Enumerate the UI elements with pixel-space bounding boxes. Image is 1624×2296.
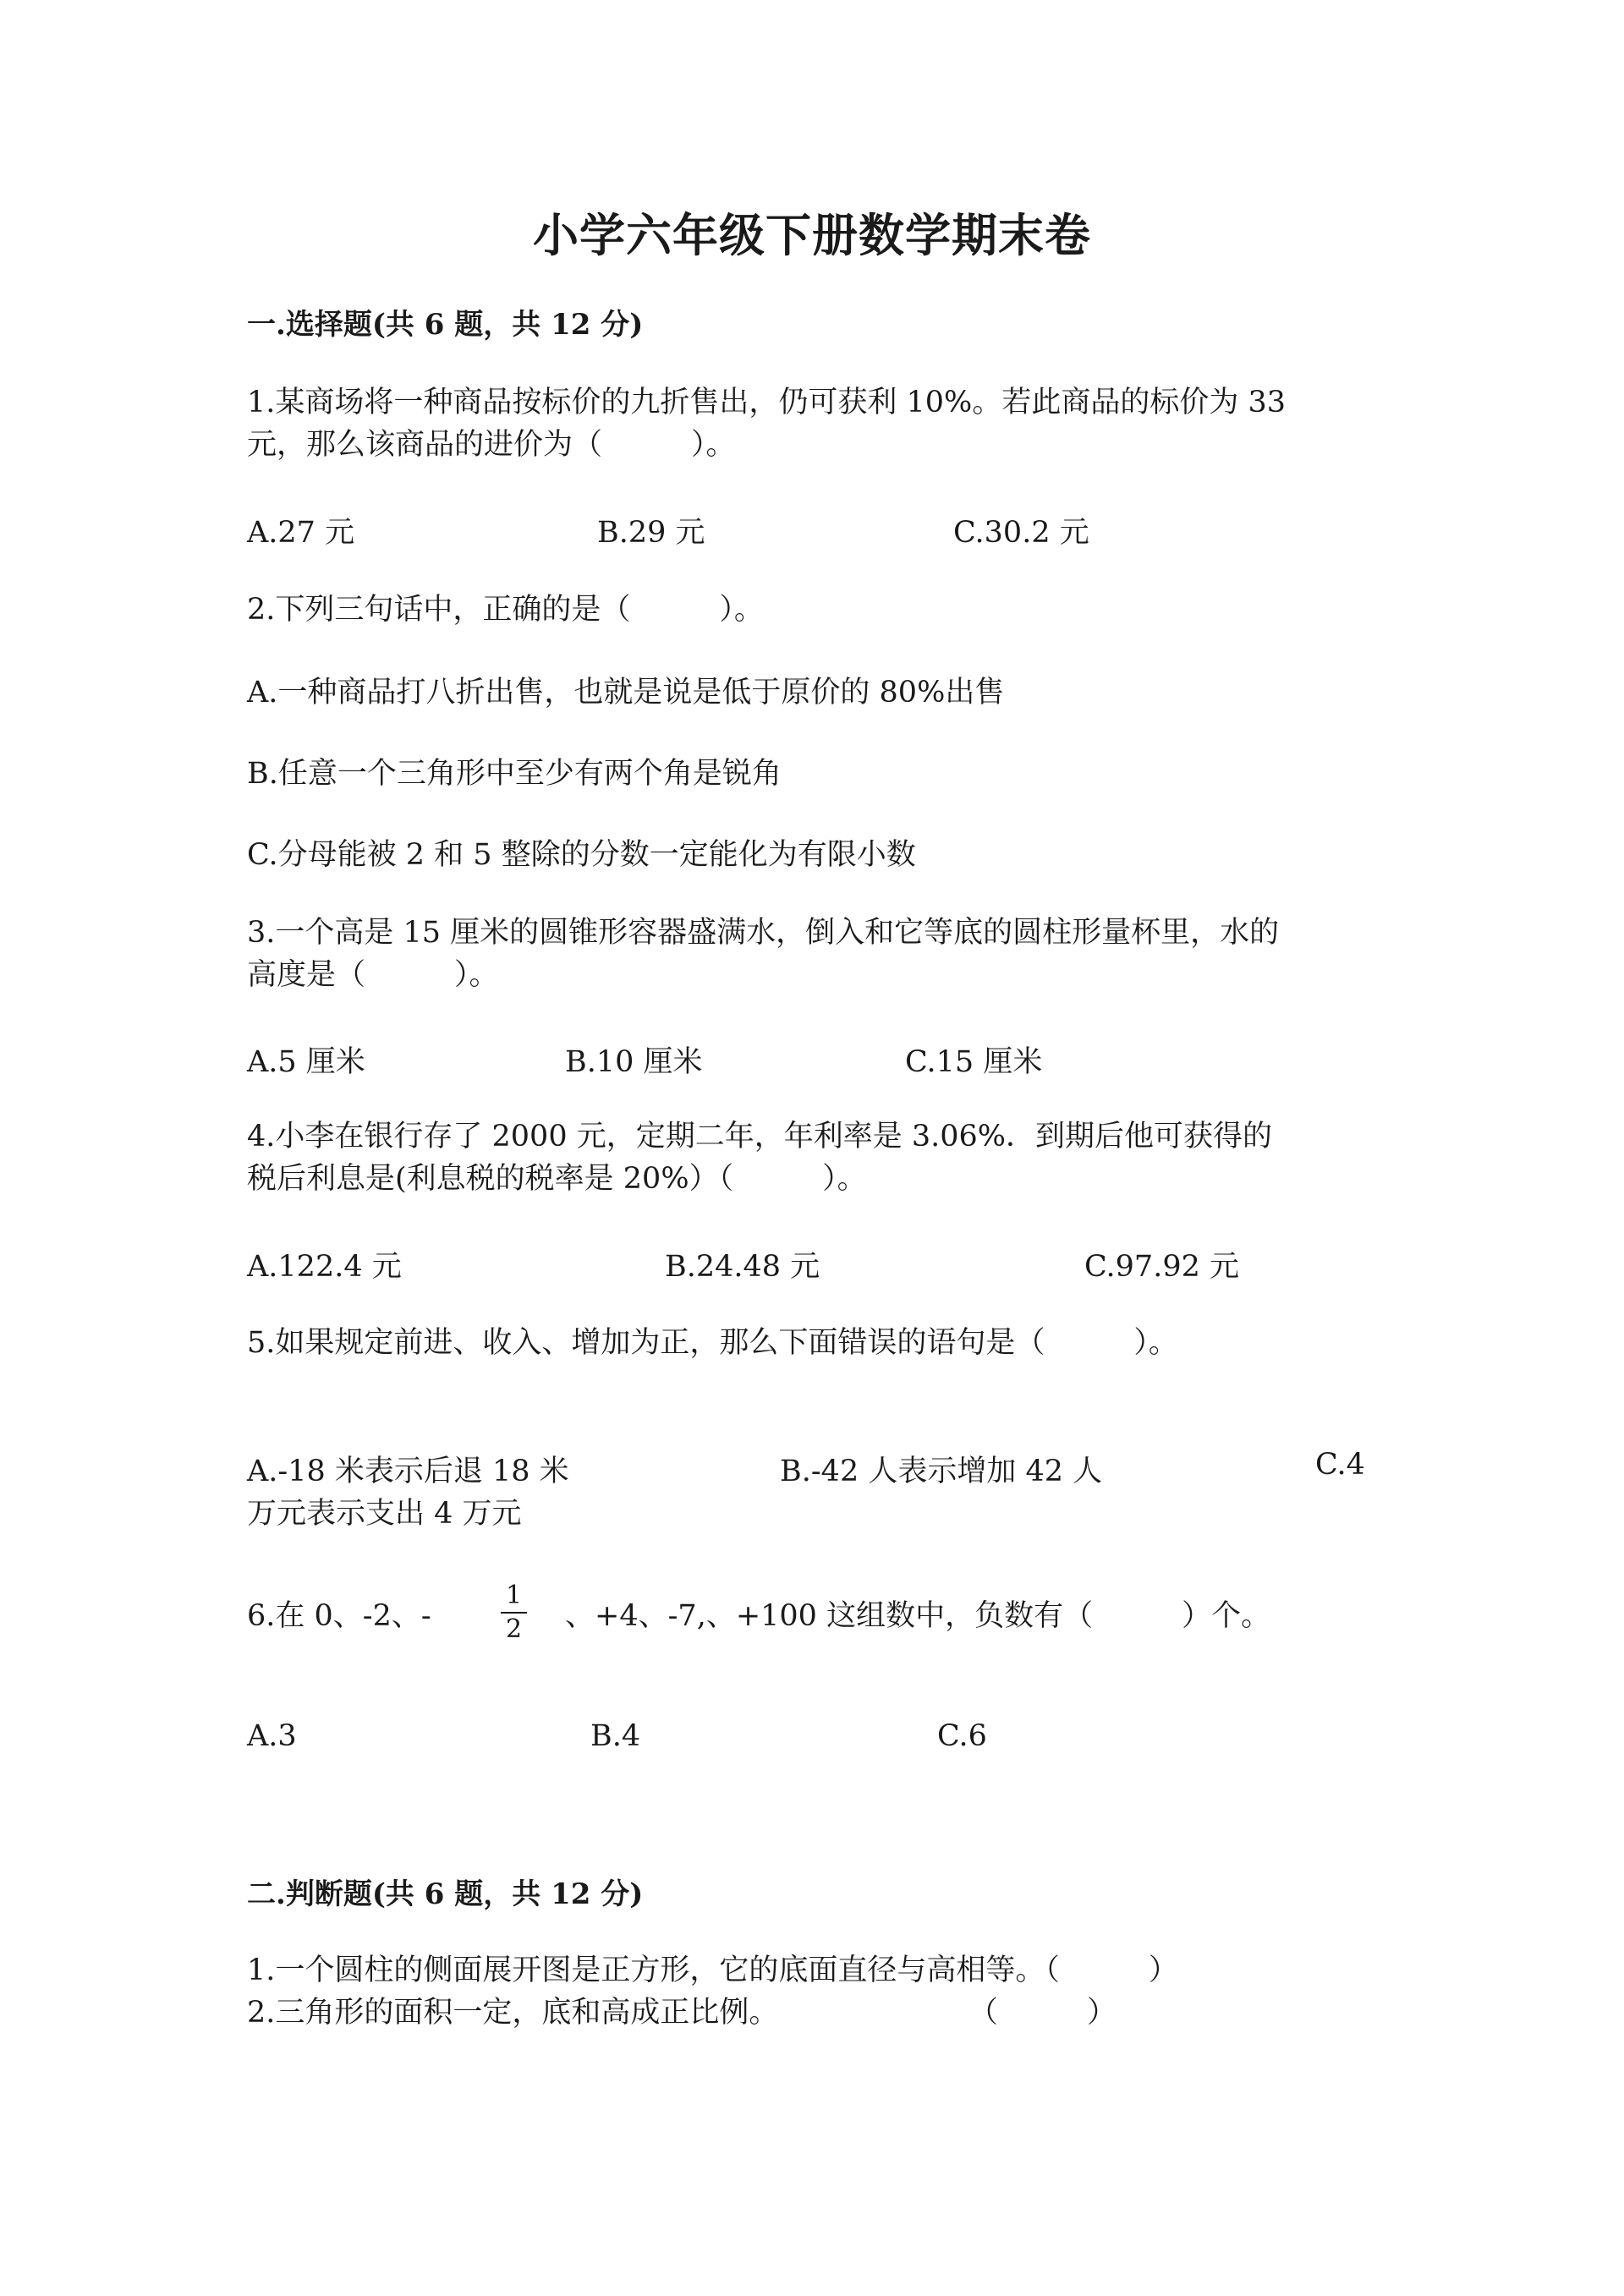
question-6-suffix: 、+4、-7,、+100 这组数中，负数有（ ）个。: [565, 1599, 1271, 1633]
question-6-option-b: B.4: [590, 1719, 641, 1753]
judgement-question-2-blank: （ ）: [968, 1996, 1117, 2030]
question-4-option-b: B.24.48 元: [665, 1250, 820, 1284]
question-1-line-2: 元，那么该商品的进价为（ ）。: [247, 428, 736, 462]
question-3-option-b: B.10 厘米: [565, 1045, 703, 1079]
question-3-line-2: 高度是（ ）。: [247, 958, 499, 992]
question-1-line-1: 1.某商场将一种商品按标价的九折售出，仍可获利 10%。若此商品的标价为 33: [247, 386, 1286, 419]
question-4-option-a: A.122.4 元: [247, 1250, 402, 1284]
fraction-numerator: 1: [501, 1583, 527, 1614]
fraction-denominator: 2: [506, 1614, 523, 1644]
question-5-option-c-continued: 万元表示支出 4 万元: [247, 1497, 522, 1531]
question-2-line-1: 2.下列三句话中，正确的是（ ）。: [247, 593, 764, 627]
question-4-option-c: C.97.92 元: [1084, 1250, 1239, 1284]
question-2-option-a: A.一种商品打八折出售，也就是说是低于原价的 80%出售: [247, 676, 1005, 710]
question-5-option-a: A.-18 米表示后退 18 米: [247, 1455, 569, 1488]
question-1-option-a: A.27 元: [247, 516, 355, 550]
question-6-option-a: A.3: [247, 1719, 297, 1753]
question-2-option-b: B.任意一个三角形中至少有两个角是锐角: [247, 757, 782, 791]
question-4-line-1: 4.小李在银行存了 2000 元，定期二年，年利率是 3.06%．到期后他可获得的: [247, 1120, 1273, 1153]
question-2-option-c: C.分母能被 2 和 5 整除的分数一定能化为有限小数: [247, 838, 916, 872]
judgement-question-2: 2.三角形的面积一定，底和高成正比例。: [247, 1996, 779, 2030]
question-3-line-1: 3.一个高是 15 厘米的圆锥形容器盛满水，倒入和它等底的圆柱形量杯里，水的: [247, 916, 1280, 950]
question-4-line-2: 税后利息是(利息税的税率是 20%）（ ）。: [247, 1162, 867, 1196]
question-3-option-c: C.15 厘米: [905, 1045, 1043, 1079]
question-5-option-b: B.-42 人表示增加 42 人: [780, 1455, 1103, 1488]
question-5-option-c: C.4: [1315, 1448, 1365, 1482]
question-6-prefix: 6.在 0、-2、-: [247, 1599, 431, 1633]
question-6-option-c: C.6: [937, 1719, 987, 1753]
judgement-question-1: 1.一个圆柱的侧面展开图是正方形，它的底面直径与高相等。（ ）: [247, 1954, 1178, 1987]
question-6-fraction: [501, 1583, 527, 1642]
section-heading-judgement: 二.判断题(共 6 题，共 12 分): [247, 1877, 644, 1911]
question-1-option-c: C.30.2 元: [953, 516, 1089, 550]
question-1-option-b: B.29 元: [597, 516, 705, 550]
page-title: 小学六年级下册数学期末卷: [533, 208, 1091, 262]
question-5-line-1: 5.如果规定前进、收入、增加为正，那么下面错误的语句是（ ）。: [247, 1326, 1178, 1360]
section-heading-choice: 一.选择题(共 6 题，共 12 分): [247, 308, 644, 342]
question-3-option-a: A.5 厘米: [247, 1045, 365, 1079]
